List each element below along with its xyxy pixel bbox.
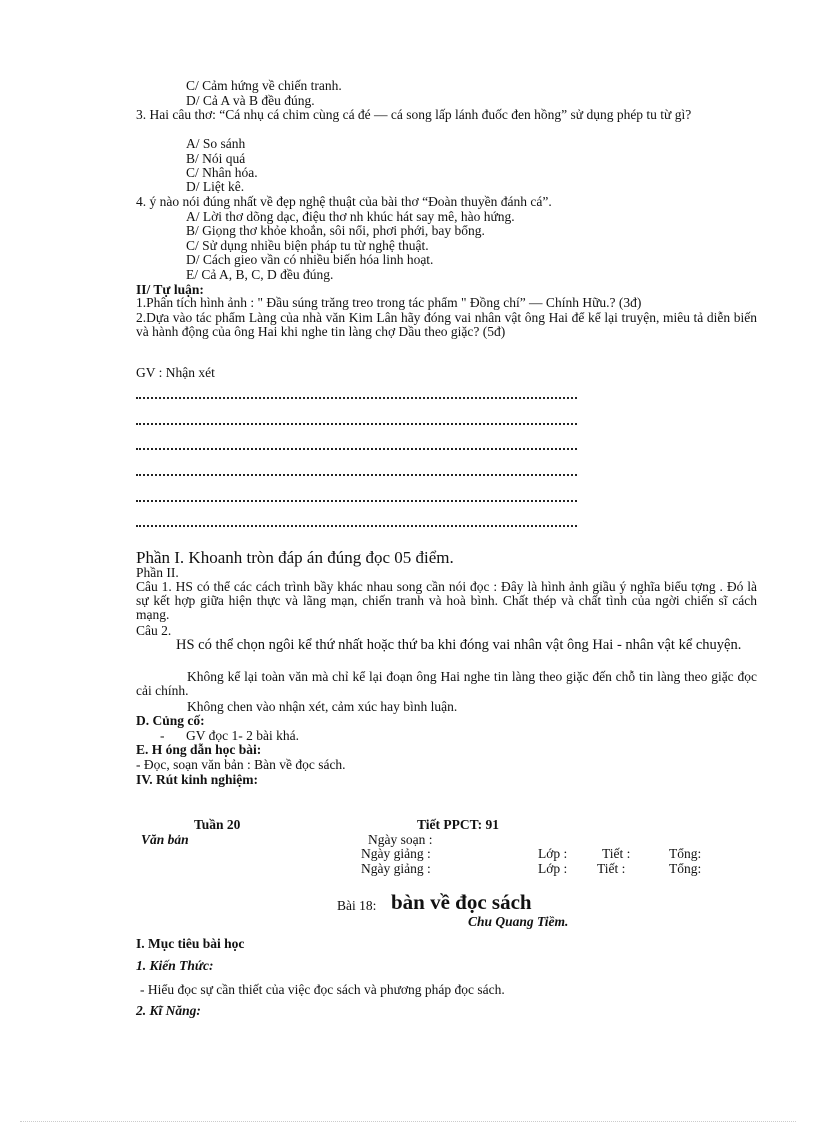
- answer-cau-2-para-1: HS có thể chọn ngôi kể thứ nhất hoặc thứ ba khi đóng vai nhân vật ông Hai - nhân vật kể chuyện.: [176, 637, 742, 653]
- question-4: 4. ý nào nói đúng nhất về đẹp nghệ thuật của bài thơ “Đoàn thuyền đánh cá”.: [136, 194, 552, 209]
- essay-heading: II/ Tự luận:: [136, 282, 204, 297]
- cung-co-bullet: -: [160, 728, 165, 743]
- lesson-period: Tiết PPCT: 91: [417, 817, 499, 832]
- essay-question-1: 1.Phân tích hình ảnh : " Đầu súng trăng treo trong tác phẩm " Đồng chí” — Chính Hữu.? (3đ): [136, 295, 642, 310]
- question-3: 3. Hai câu thơ: “Cá nhụ cá chim cùng cá đé — cá song lấp lánh đuốc đen hồng” sử dụng phép tu từ gì?: [136, 107, 692, 122]
- q3-option-b: B/ Nói quá: [186, 151, 246, 166]
- rut-kinh-nghiem-heading: IV. Rút kinh nghiệm:: [136, 772, 259, 787]
- q3-option-c: C/ Nhân hóa.: [186, 165, 258, 180]
- answer-cau-1: Câu 1. HS có thể các cách trình bầy khác nhau song cần nói đọc : Đây là hình ảnh giầu ý nghĩa biểu tợng . Đó là sự kết hợp giữa hiện thực và lãng mạn, chiến tranh và hoà bình. Chất thép và chất tình của ngời chiến sĩ cách mạng.: [136, 579, 757, 622]
- class-label-1: Lớp :: [538, 846, 568, 861]
- q4-option-b: B/ Giọng thơ khỏe khoắn, sôi nổi, phơi phới, bay bổng.: [186, 223, 485, 238]
- answer-cau-2-para-3: Không chen vào nhận xét, cảm xúc hay bình luận.: [187, 699, 458, 714]
- total-label-1: Tổng:: [669, 846, 702, 861]
- comment-line: [136, 423, 577, 425]
- comment-line: [136, 474, 577, 476]
- comment-line: [136, 525, 577, 527]
- lesson-number: Bài 18:: [337, 898, 377, 913]
- q4-option-c: C/ Sử dụng nhiều biện pháp tu từ nghệ thuật.: [186, 238, 429, 253]
- period-label-2: Tiết :: [597, 861, 626, 876]
- teaching-date-label-2: Ngày giảng :: [361, 861, 431, 876]
- lesson-author: Chu Quang Tiềm.: [468, 914, 569, 929]
- essay-question-2: 2.Dựa vào tác phẩm Làng của nhà văn Kim Lân hãy đóng vai nhân vật ông Hai để kể lại truyện, miêu tả diễn biến và hành động của ông Hai khi nghe tin làng chợ Dầu theo giặc? (5đ): [136, 310, 757, 339]
- option-c-chien-tranh: C/ Cảm hứng về chiến tranh.: [186, 78, 342, 93]
- teacher-comment-label: GV : Nhận xét: [136, 365, 215, 380]
- total-label-2: Tổng:: [669, 861, 702, 876]
- period-label-1: Tiết :: [602, 846, 631, 861]
- answer-cau-2-label: Câu 2.: [136, 623, 172, 638]
- comment-line: [136, 448, 577, 450]
- answer-cau-2-para-2: Không kể lại toàn văn mà chỉ kể lại đoạn ông Hai nghe tin làng theo giặc đến chỗ tin làng theo giặc đọc cải chính.: [136, 669, 757, 698]
- class-label-2: Lớp :: [538, 861, 568, 876]
- q4-option-e: E/ Cả A, B, C, D đều đúng.: [186, 267, 334, 282]
- option-d-ca-a-va-b: D/ Cả A và B đều đúng.: [186, 93, 315, 108]
- cung-co-heading: D. Củng cố:: [136, 713, 205, 728]
- huong-dan-heading: E. H óng dẫn học bài:: [136, 742, 262, 757]
- comment-line: [136, 397, 577, 399]
- knowledge-heading: 1. Kiến Thức:: [136, 958, 214, 973]
- cung-co-item: GV đọc 1- 2 bài khá.: [186, 728, 299, 743]
- q3-option-a: A/ So sánh: [186, 136, 246, 151]
- q3-option-d: D/ Liệt kê.: [186, 179, 245, 194]
- teaching-date-label-1: Ngày giảng :: [361, 846, 431, 861]
- knowledge-item: - Hiểu đọc sự cần thiết của việc đọc sách và phương pháp đọc sách.: [140, 982, 505, 997]
- preparation-date-label: Ngày soạn :: [368, 832, 433, 847]
- week-number: Tuần 20: [194, 817, 241, 832]
- lesson-title: bàn về đọc sách: [391, 890, 532, 914]
- answer-part-2: Phần II.: [136, 565, 179, 580]
- comment-line: [136, 500, 577, 502]
- q4-option-d: D/ Cách gieo vần có nhiều biến hóa linh hoạt.: [186, 252, 434, 267]
- q4-option-a: A/ Lời thơ dõng dạc, điệu thơ nh khúc hát say mê, hào hứng.: [186, 209, 515, 224]
- objectives-heading: I. Mục tiêu bài học: [136, 936, 245, 951]
- answer-part-1: Phần I. Khoanh tròn đáp án đúng đọc 05 điểm.: [136, 548, 454, 567]
- skills-heading: 2. Kĩ Năng:: [136, 1003, 201, 1018]
- huong-dan-item: - Đọc, soạn văn bản : Bàn về đọc sách.: [136, 757, 346, 772]
- page-bottom-border: [20, 1121, 796, 1122]
- text-type-label: Văn bản: [141, 832, 189, 847]
